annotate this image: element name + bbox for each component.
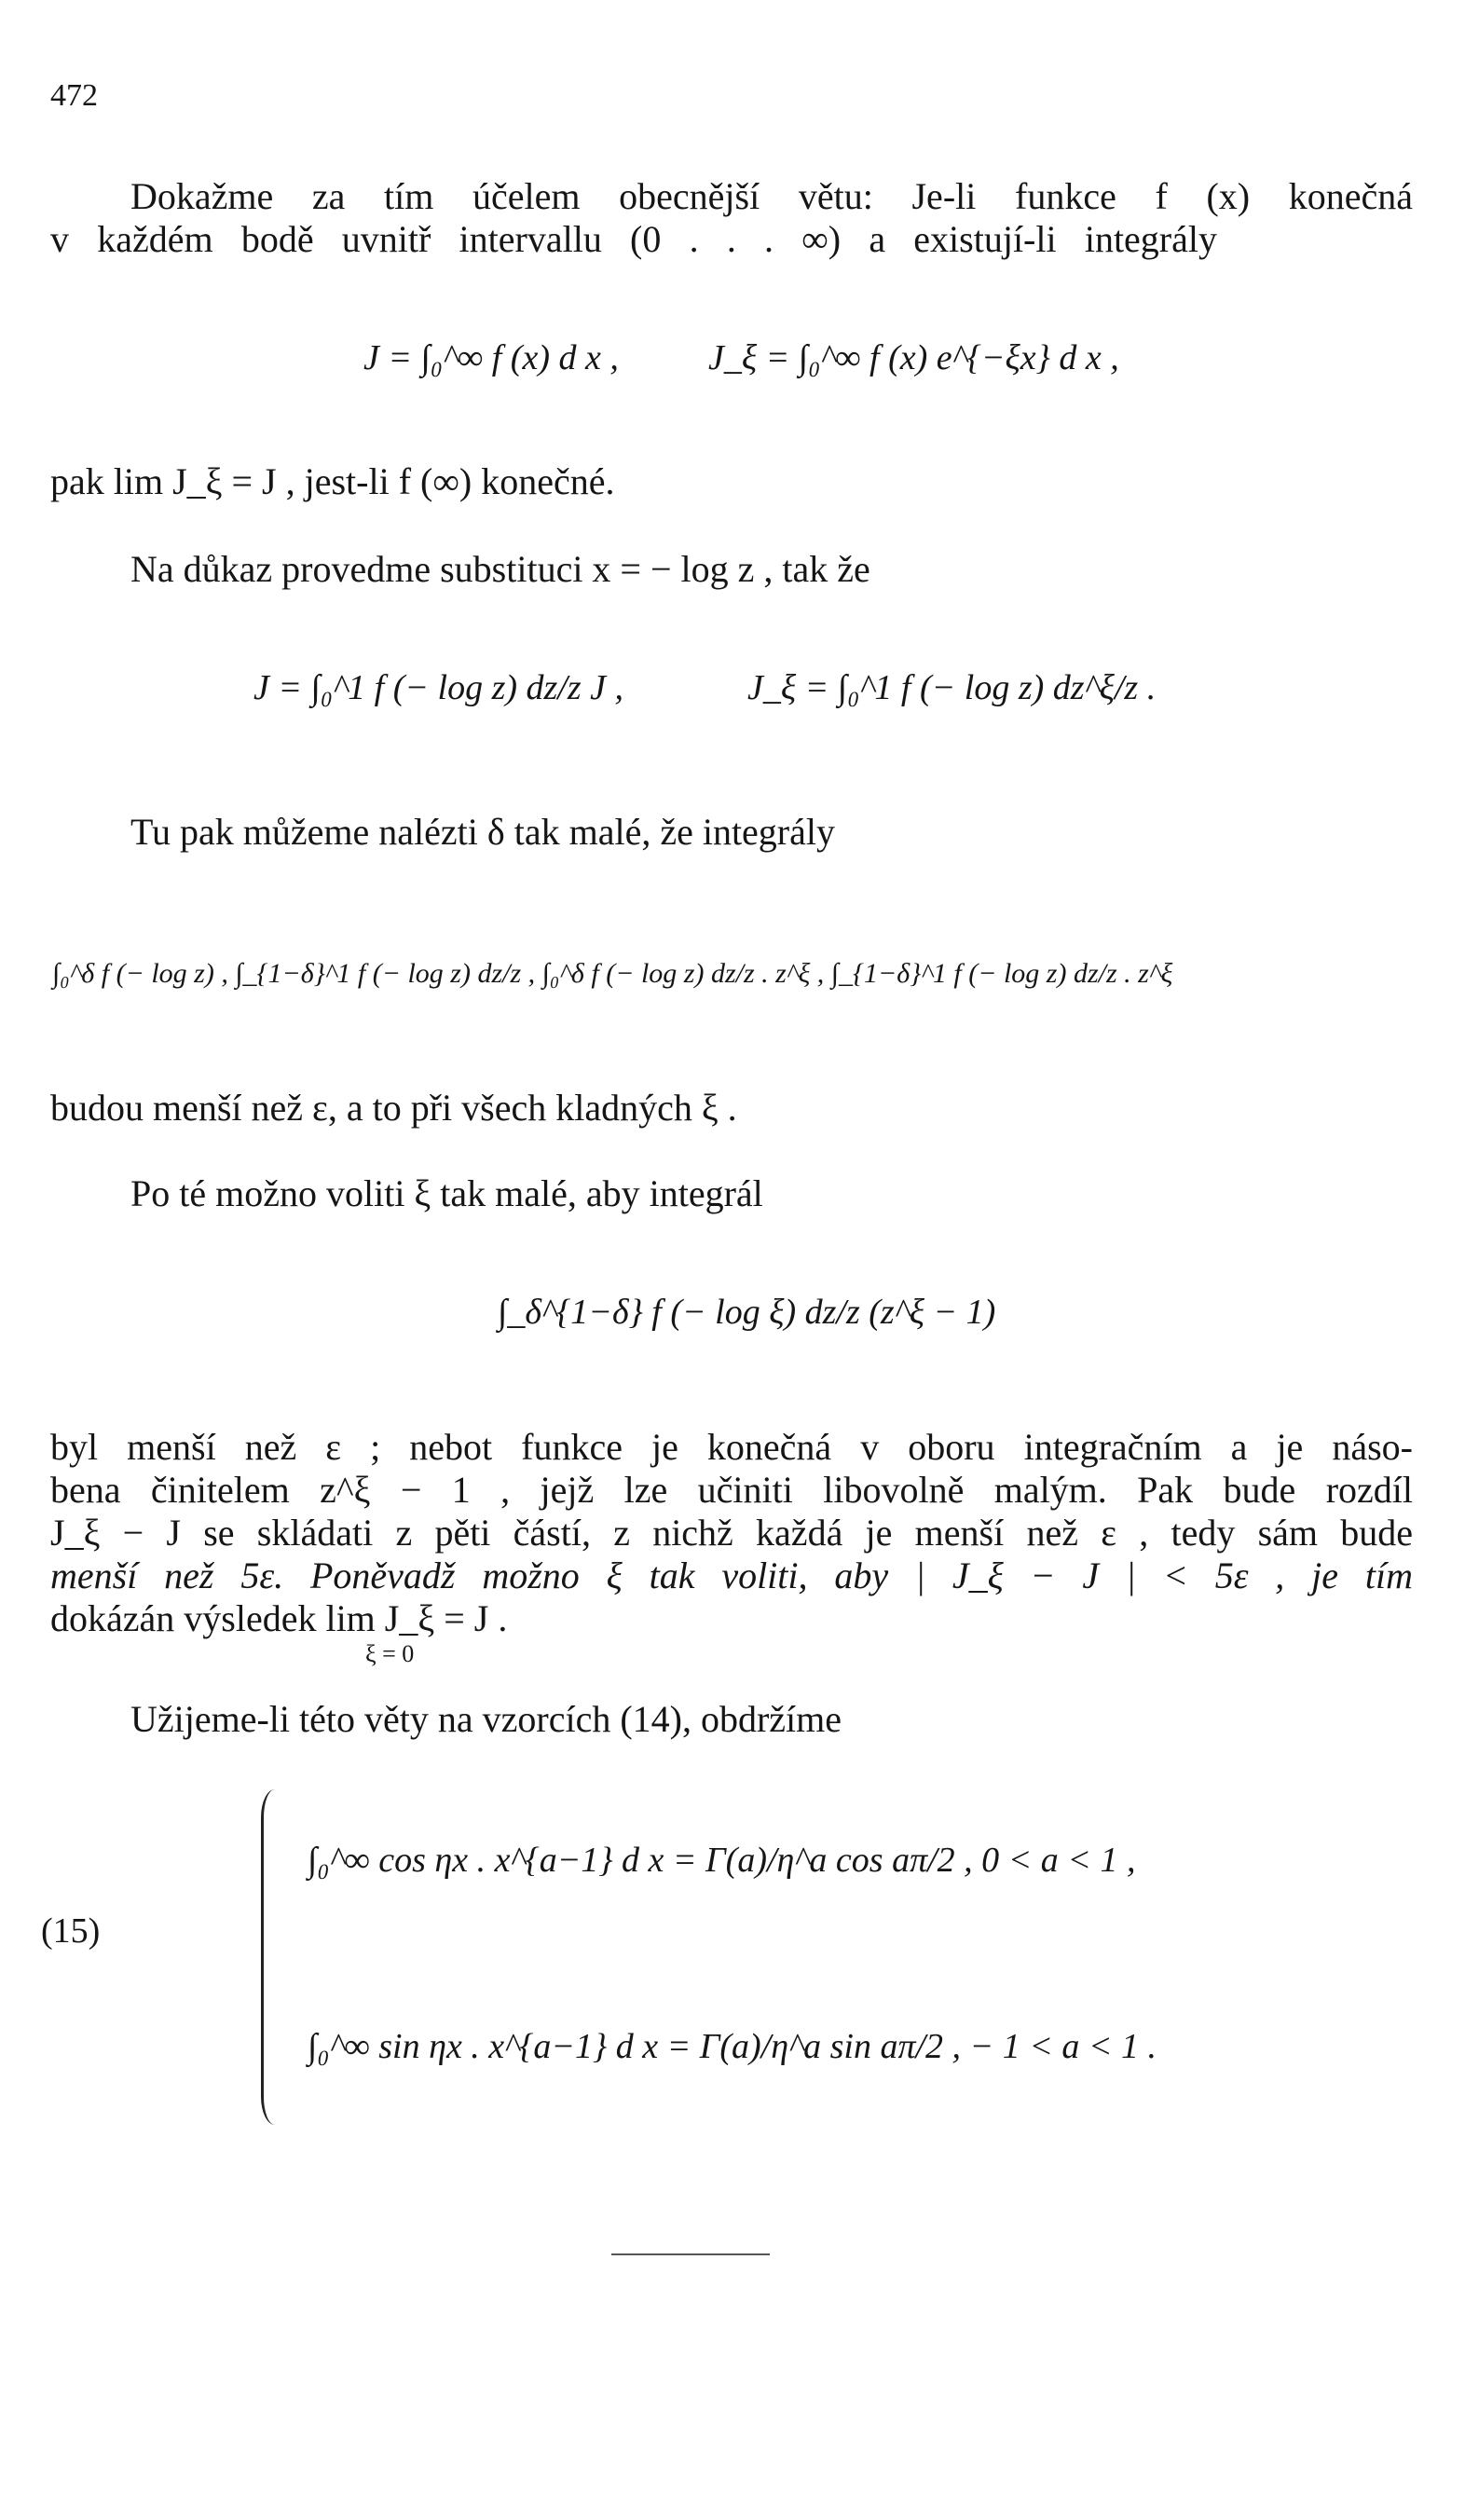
equation-remainder-integral xyxy=(498,1239,1150,1389)
paragraph-line: byl menší než ε ; nebot funkce je konečná v oboru integračním a je náso- xyxy=(50,1426,1413,1468)
paragraph-line: bena činitelem z^ξ − 1 , jejž lze učiniti libovolně malým. Pak bude rozdíl xyxy=(50,1469,1413,1511)
equation-four-integrals xyxy=(52,913,1450,1053)
paragraph-line: dokázán výsledek lim J_ξ = J . xyxy=(50,1597,508,1639)
paragraph-line: Na důkaz provedme substituci x = − log z , tak že xyxy=(130,548,870,590)
equation-text: ∫_δ^{1−δ} f (− log ξ) dz/z (z^ξ − 1) xyxy=(498,1293,996,1332)
equation-text: J = ∫₀^1 f (− log z) dz/z J , xyxy=(253,668,624,707)
page-number: 472 xyxy=(50,78,98,113)
equation-text: ∫₀^δ f (− log z) , ∫_{1−δ}^1 f (− log z) dz/z , ∫₀^δ f (− log z) dz/z . z^ξ , ∫_{1−δ}^1 f (− log z) dz/z . z^ξ xyxy=(52,958,1173,989)
paragraph-line: J_ξ − J se skládati z pěti částí, z nichž každá je menší než ε , tedy sám bude xyxy=(50,1512,1413,1554)
paragraph-line: budou menší než ε, a to při všech kladných ξ . xyxy=(50,1087,737,1129)
equation-text: ∫₀^∞ cos ηx . x^{a−1} d x = Γ(a)/η^a cos aπ/2 , 0 < a < 1 , xyxy=(308,1841,1136,1880)
paragraph-line: Dokažme za tím účelem obecnější větu: Je-li funkce f (x) konečná xyxy=(130,175,1413,217)
equation-text: J_ξ = ∫₀^1 f (− log z) dz^ξ/z . xyxy=(747,668,1157,707)
limit-subscript: ξ = 0 xyxy=(365,1640,415,1667)
page-divider xyxy=(611,2253,770,2255)
paragraph-line: Užijeme-li této věty na vzorcích (14), obdržíme xyxy=(130,1698,842,1740)
equation-15-label: (15) xyxy=(41,1911,101,1951)
paragraph-line: Tu pak můžeme nalézti δ tak malé, že integrály xyxy=(130,811,835,853)
equation-15-cosine xyxy=(308,1780,1379,1938)
equation-text: J_ξ = ∫₀^∞ f (x) e^{−ξx} d x , xyxy=(708,338,1119,377)
equation-integrals-J xyxy=(363,280,1202,447)
paragraph-line: menší než 5ε. Poněvadž možno ξ tak voliti, aby | J_ξ − J | < 5ε , je tím xyxy=(50,1554,1413,1596)
equation-text: J = ∫₀^∞ f (x) d x , xyxy=(363,338,619,377)
equation-substitution xyxy=(253,615,1279,764)
equation-text: ∫₀^∞ sin ηx . x^{a−1} d x = Γ(a)/η^a sin aπ/2 , − 1 < a < 1 . xyxy=(308,2027,1157,2066)
paragraph-line: pak lim J_ξ = J , jest-li f (∞) konečné. xyxy=(50,460,615,502)
paragraph-line: Po té možno voliti ξ tak malé, aby integrál xyxy=(130,1172,763,1214)
paragraph-line: v každém bodě uvnitř intervallu (0 . . . ∞) a existují-li integrály xyxy=(50,218,1217,260)
equation-15-sine xyxy=(308,1966,1379,2125)
left-brace xyxy=(261,1789,275,2125)
